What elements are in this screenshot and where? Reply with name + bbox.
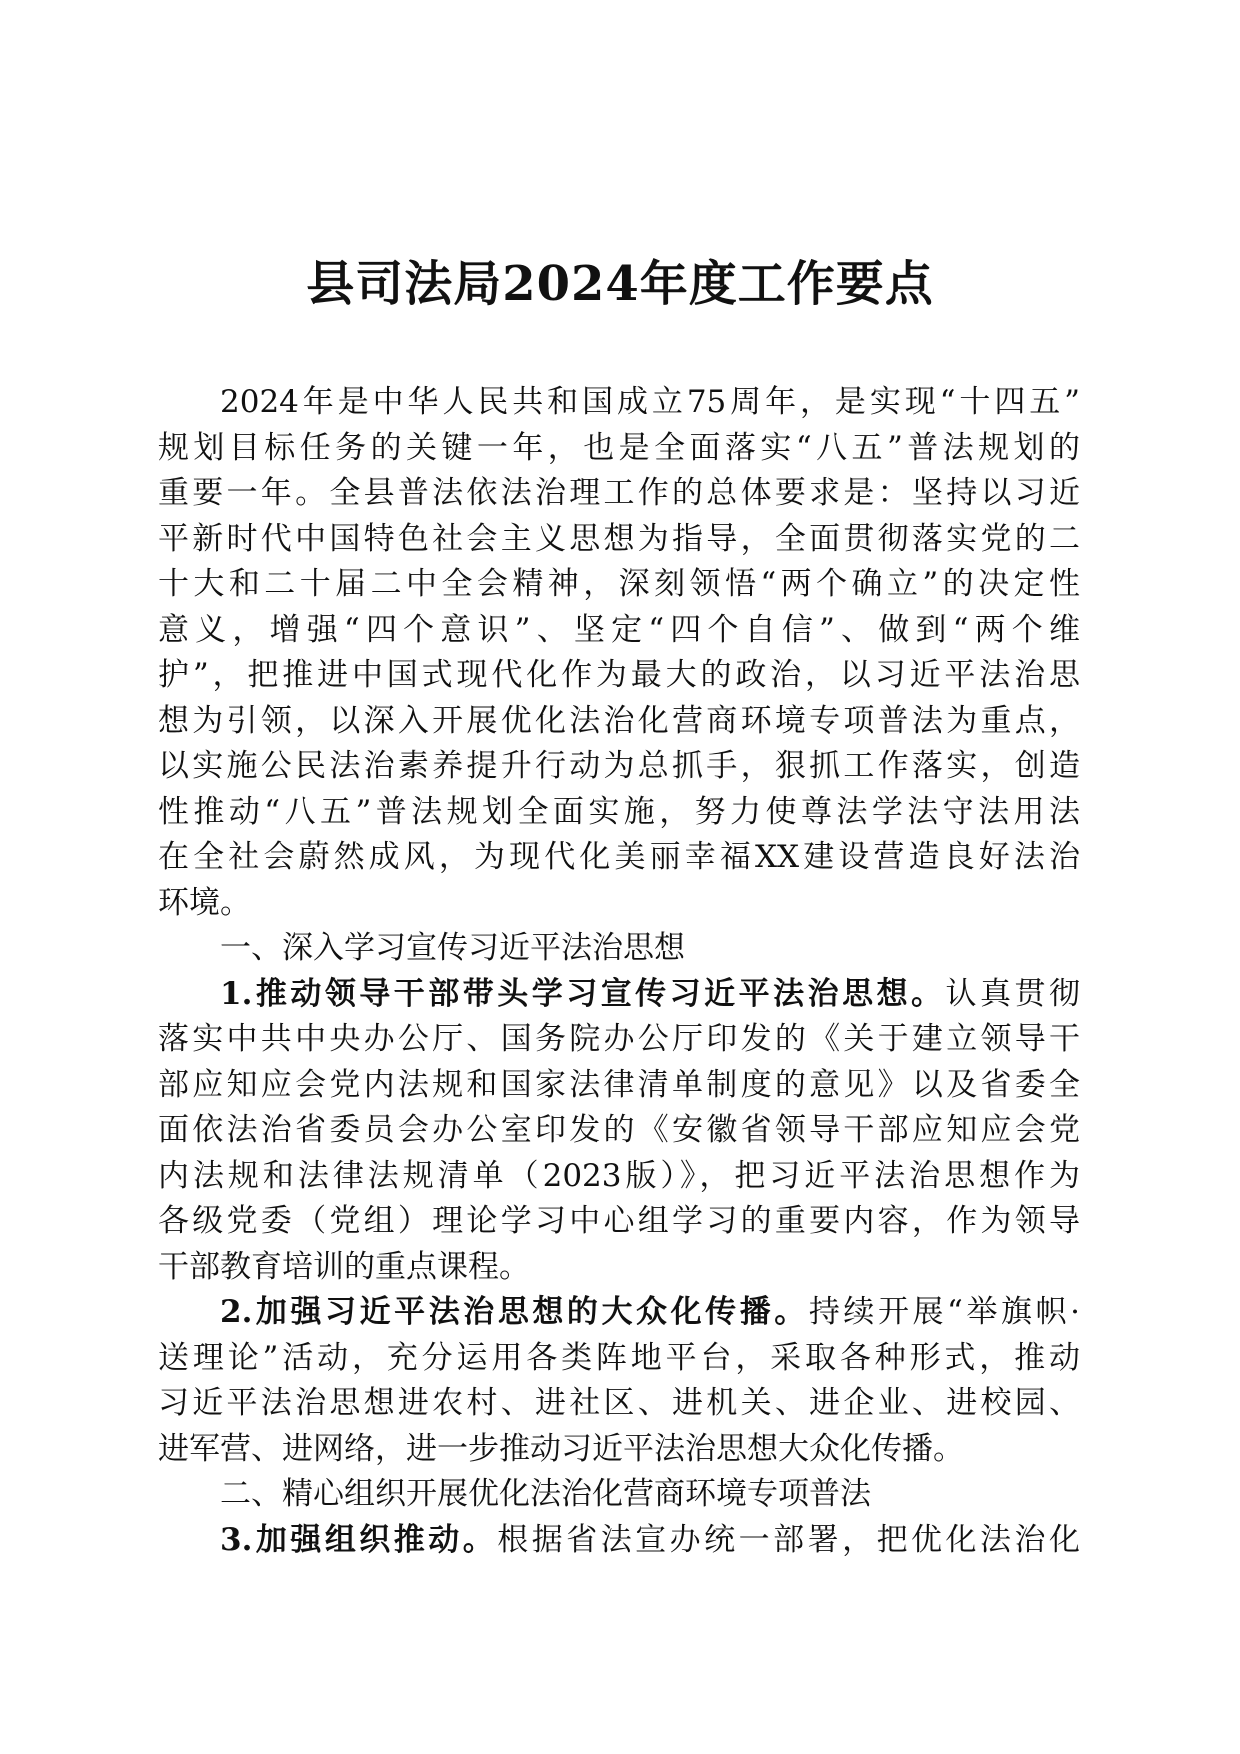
item-2-line: 进军营、进网络，进一步推动习近平法治思想大众化传播。 bbox=[158, 1430, 964, 1467]
intro-line: 意义，增强“四个意识”、坚定“四个自信”、做到“两个维 bbox=[158, 611, 1080, 648]
document-body bbox=[158, 380, 1080, 1563]
intro-line: 以实施公民法治素养提升行动为总抓手，狠抓工作落实，创造 bbox=[158, 748, 1080, 784]
intro-line: 重要一年。全县普法依法治理工作的总体要求是：坚持以习近 bbox=[158, 475, 1080, 511]
item-3-text: 根据省法宣办统一部署，把优化法治化 bbox=[497, 1521, 1080, 1558]
item-1-line: 部应知应会党内法规和国家法律清单制度的意见》以及省委全 bbox=[158, 1066, 1080, 1103]
item-1-line: 落实中共中央办公厅、国务院办公厅印发的《关于建立领导干 bbox=[158, 1021, 1080, 1057]
intro-line: 平新时代中国特色社会主义思想为指导，全面贯彻落实党的二 bbox=[158, 520, 1080, 557]
intro-line: 十大和二十届二中全会精神，深刻领悟“两个确立”的决定性 bbox=[158, 566, 1080, 602]
item-2-first-line bbox=[158, 1290, 1080, 1336]
intro-line: 性推动“八五”普法规划全面实施，努力使尊法学法守法用法 bbox=[158, 793, 1080, 830]
item-1-line: 面依法治省委员会办公室印发的《安徽省领导干部应知应会党 bbox=[158, 1112, 1080, 1148]
item-1-heading: 1.推动领导干部带头学习宣传习近平法治思想。 bbox=[220, 975, 946, 1012]
item-2-text: 持续开展“举旗帜· bbox=[808, 1294, 1080, 1330]
document-title: 县司法局2024年度工作要点 bbox=[306, 256, 934, 312]
item-1-first-line bbox=[158, 972, 1080, 1018]
item-2-line: 习近平法治思想进农村、进社区、进机关、进企业、进校园、 bbox=[158, 1385, 1080, 1421]
intro-line: 护”，把推进中国式现代化作为最大的政治，以习近平法治思 bbox=[158, 657, 1080, 693]
item-1-line: 内法规和法律法规清单（2023版）》，把习近平法治思想作为 bbox=[158, 1157, 1080, 1194]
intro-line: 在全社会蔚然成风，为现代化美丽幸福XX建设营造良好法治 bbox=[158, 839, 1080, 875]
item-3-first-line bbox=[158, 1518, 1080, 1564]
item-3-heading: 3.加强组织推动。 bbox=[220, 1521, 498, 1558]
section-heading-2: 二、精心组织开展优化法治化营商环境专项普法 bbox=[220, 1476, 871, 1512]
item-2-heading: 2.加强习近平法治思想的大众化传播。 bbox=[220, 1294, 809, 1330]
item-2-line: 送理论”活动，充分运用各类阵地平台，采取各种形式，推动 bbox=[158, 1339, 1080, 1376]
intro-line: 2024年是中华人民共和国成立75周年，是实现“十四五” bbox=[220, 384, 1080, 420]
item-1-line: 各级党委（党组）理论学习中心组学习的重要内容，作为领导 bbox=[158, 1203, 1080, 1239]
intro-line: 规划目标任务的关键一年，也是全面落实“八五”普法规划的 bbox=[158, 429, 1080, 466]
section-heading-1: 一、深入学习宣传习近平法治思想 bbox=[220, 930, 685, 966]
intro-line: 环境。 bbox=[158, 884, 251, 921]
intro-line: 想为引领，以深入开展优化法治化营商环境专项普法为重点， bbox=[158, 702, 1080, 739]
item-1-line: 干部教育培训的重点课程。 bbox=[158, 1248, 530, 1285]
item-1-text: 认真贯彻 bbox=[945, 975, 1080, 1012]
